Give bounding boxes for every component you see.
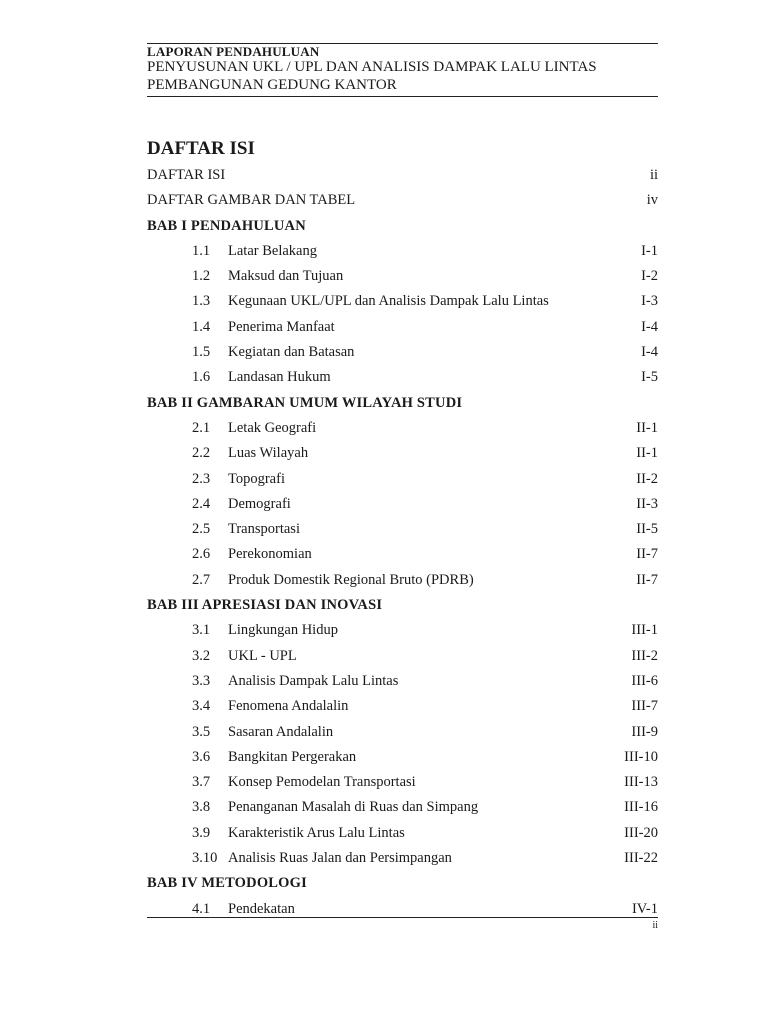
toc-page-ref: ii: [649, 167, 658, 183]
toc-entry-number: 1.6: [192, 369, 211, 386]
toc-entry-row: [147, 340, 658, 365]
toc-entry-number: 3.2: [192, 647, 211, 664]
toc-entry-label: Transportasi: [228, 521, 300, 538]
toc-entry-row: [147, 694, 658, 719]
footer-page-number: ii: [652, 920, 658, 931]
toc-entry-label: Penerima Manfaat: [228, 318, 335, 335]
toc-entry-label: Luas Wilayah: [228, 445, 309, 462]
toc-page-ref: I-4: [641, 344, 658, 361]
toc-entry-label: Produk Domestik Regional Bruto (PDRB): [228, 571, 474, 588]
toc-entry-row: [147, 720, 658, 745]
toc-page-ref: III-9: [631, 723, 658, 740]
toc-entry-label: Demografi: [228, 495, 291, 512]
toc-entry-number: 2.2: [192, 445, 211, 462]
toc-page-ref: III-1: [631, 622, 658, 639]
toc-entry-label: Analisis Ruas Jalan dan Persimpangan: [228, 850, 452, 867]
toc-entry-label: Latar Belakang: [228, 242, 317, 259]
toc-entry-row: [147, 618, 658, 643]
toc-chapter-label: BAB IV METODOLOGI: [147, 875, 307, 892]
toc-page-ref: I-3: [641, 293, 658, 310]
toc-entry-row: [147, 315, 658, 340]
toc-entry-label: Kegiatan dan Batasan: [228, 344, 355, 361]
project-subtitle-line: PEMBANGUNAN GEDUNG KANTOR: [147, 77, 397, 93]
toc-entry-row: [147, 239, 658, 264]
toc-chapter-row: [147, 871, 658, 896]
toc-page-ref: I-1: [641, 242, 658, 259]
toc-entry-label: Sasaran Andalalin: [228, 723, 334, 740]
toc-entry-label: DAFTAR GAMBAR DAN TABEL: [147, 192, 356, 209]
toc-entry-label: Topografi: [228, 470, 285, 487]
toc-page-ref: II-5: [636, 521, 658, 538]
toc-entry-label: Konsep Pemodelan Transportasi: [228, 774, 416, 791]
toc-entry-row: [147, 365, 658, 390]
toc-entry-label: Maksud dan Tujuan: [228, 268, 344, 285]
toc-entry-row: [147, 846, 658, 871]
toc-entry-number: 1.4: [192, 318, 211, 335]
toc-page-ref: III-6: [631, 672, 658, 689]
toc-page-ref: I-4: [641, 318, 658, 335]
toc-page-ref: III-16: [624, 799, 658, 816]
toc-page-ref: iv: [646, 192, 658, 209]
toc-entry-number: 2.3: [192, 470, 211, 487]
toc-chapter-row: [147, 214, 658, 239]
toc-entry-row: [147, 289, 658, 314]
toc-entry-row: [147, 264, 658, 289]
toc-entry-label: DAFTAR ISI: [147, 167, 226, 183]
toc-entry-number: 3.5: [192, 723, 211, 740]
toc-chapter-label: BAB I PENDAHULUAN: [147, 217, 306, 234]
toc-entry-number: 2.5: [192, 521, 211, 538]
toc-page-ref: III-20: [624, 824, 658, 841]
toc-entry-row: [147, 416, 658, 441]
toc-entry-number: 3.10: [192, 850, 218, 867]
toc-entry-row: [147, 542, 658, 567]
toc-chapter-row: [147, 391, 658, 416]
toc-page-ref: II-7: [636, 546, 658, 563]
toc-entry-row: [147, 669, 658, 694]
toc-entry-row: [147, 770, 658, 795]
toc-entry-label: Pendekatan: [228, 900, 295, 917]
toc-entry-row: [147, 441, 658, 466]
toc-entry-row: [147, 568, 658, 593]
toc-entry-number: 2.7: [192, 571, 211, 588]
toc-entry-number: 3.6: [192, 748, 211, 765]
toc-page-ref: III-10: [624, 748, 658, 765]
toc-entry-label: Fenomena Andalalin: [228, 698, 349, 715]
toc-page-ref: I-5: [641, 369, 658, 386]
project-title-line: PENYUSUNAN UKL / UPL DAN ANALISIS DAMPAK LALU LINTAS: [147, 59, 597, 75]
toc-entry-number: 4.1: [192, 900, 211, 917]
toc-title: DAFTAR ISI: [147, 138, 255, 159]
toc-entry-label: Penanganan Masalah di Ruas dan Simpang: [228, 799, 479, 816]
toc-page-ref: III-22: [624, 850, 658, 867]
toc-entry-row: [147, 163, 658, 188]
toc-chapter-label: BAB II GAMBARAN UMUM WILAYAH STUDI: [147, 394, 463, 411]
table-of-contents: [147, 163, 658, 922]
toc-entry-number: 3.8: [192, 799, 211, 816]
toc-entry-row: [147, 897, 658, 922]
toc-entry-number: 1.1: [192, 242, 211, 259]
toc-entry-label: Kegunaan UKL/UPL dan Analisis Dampak Lalu Lintas: [228, 293, 549, 310]
toc-entry-label: Landasan Hukum: [228, 369, 331, 386]
toc-entry-number: 1.2: [192, 268, 211, 285]
toc-entry-number: 3.1: [192, 622, 211, 639]
toc-page-ref: II-7: [636, 571, 658, 588]
toc-chapter-label: BAB III APRESIASI DAN INOVASI: [147, 597, 383, 614]
header-bottom-rule: [147, 96, 658, 97]
toc-page-ref: II-2: [636, 470, 658, 487]
toc-entry-number: 1.5: [192, 344, 211, 361]
toc-entry-number: 3.4: [192, 698, 211, 715]
toc-entry-row: [147, 745, 658, 770]
toc-entry-number: 2.6: [192, 546, 211, 563]
toc-entry-row: [147, 517, 658, 542]
toc-entry-number: 3.3: [192, 672, 211, 689]
toc-entry-label: Perekonomian: [228, 546, 312, 563]
toc-page-ref: I-2: [641, 268, 658, 285]
toc-entry-label: Lingkungan Hidup: [228, 622, 338, 639]
toc-entry-row: [147, 795, 658, 820]
toc-page-ref: III-2: [631, 647, 658, 664]
toc-entry-number: 1.3: [192, 293, 211, 310]
toc-entry-row: [147, 467, 658, 492]
toc-entry-label: Bangkitan Pergerakan: [228, 748, 357, 765]
toc-page-ref: II-1: [636, 419, 658, 436]
toc-entry-number: 3.9: [192, 824, 211, 841]
toc-page-ref: III-13: [624, 774, 658, 791]
report-type-heading: LAPORAN PENDAHULUAN: [147, 44, 320, 59]
toc-entry-label: Letak Geografi: [228, 419, 317, 436]
toc-entry-number: 2.4: [192, 495, 211, 512]
toc-entry-row: [147, 644, 658, 669]
footer-rule: [147, 917, 658, 918]
toc-page-ref: III-7: [631, 698, 658, 715]
toc-entry-row: [147, 188, 658, 213]
toc-chapter-row: [147, 593, 658, 618]
toc-entry-label: Karakteristik Arus Lalu Lintas: [228, 824, 405, 841]
toc-page-ref: IV-1: [631, 900, 658, 917]
toc-entry-label: UKL - UPL: [228, 647, 297, 664]
toc-entry-row: [147, 821, 658, 846]
toc-entry-row: [147, 492, 658, 517]
toc-entry-number: 2.1: [192, 419, 211, 436]
toc-entry-number: 3.7: [192, 774, 211, 791]
document-page: [147, 0, 658, 1024]
toc-entry-label: Analisis Dampak Lalu Lintas: [228, 672, 399, 689]
toc-page-ref: II-3: [636, 495, 658, 512]
toc-page-ref: II-1: [636, 445, 658, 462]
